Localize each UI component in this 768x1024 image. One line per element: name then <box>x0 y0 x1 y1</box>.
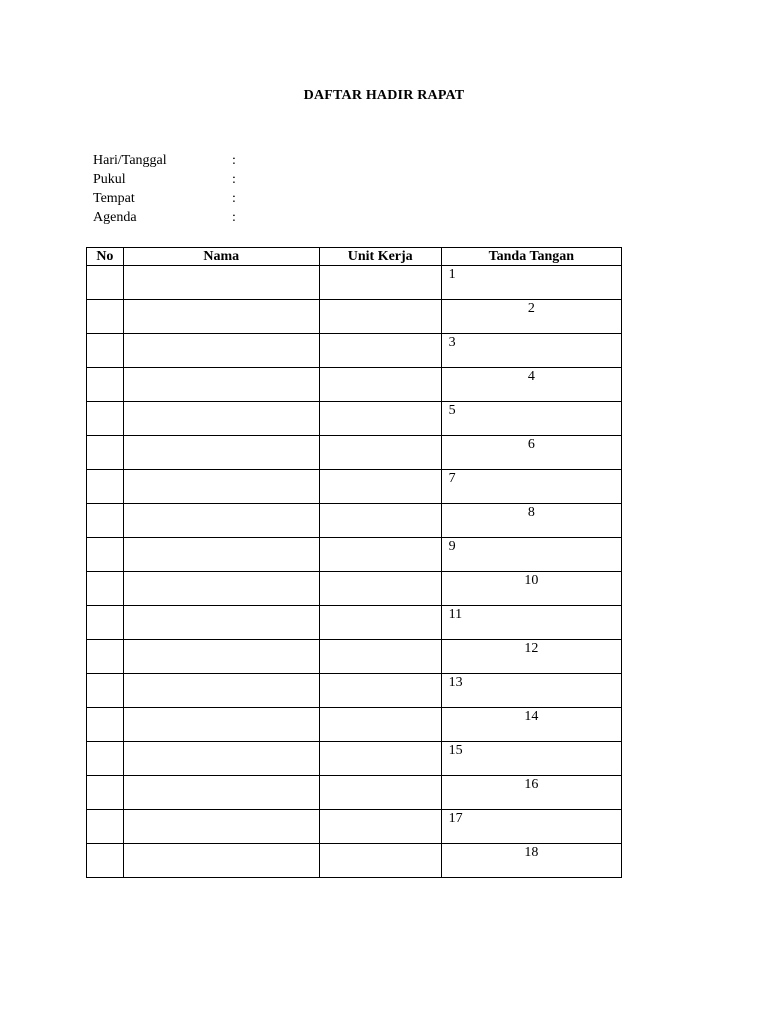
cell-nama[interactable] <box>123 300 319 334</box>
cell-unit-kerja[interactable] <box>319 470 441 504</box>
table-row <box>87 334 622 368</box>
table-row <box>87 538 622 572</box>
cell-tanda-tangan[interactable] <box>441 538 621 572</box>
cell-unit-kerja[interactable] <box>319 844 441 878</box>
meta-row-date <box>93 151 293 170</box>
cell-tanda-tangan[interactable] <box>441 402 621 436</box>
signature-number: 12 <box>524 641 539 656</box>
signature-number: 1 <box>448 267 456 282</box>
table-row <box>87 606 622 640</box>
cell-nama[interactable] <box>123 742 319 776</box>
cell-unit-kerja[interactable] <box>319 708 441 742</box>
signature-number: 18 <box>524 845 539 860</box>
cell-no[interactable] <box>87 436 124 470</box>
cell-no[interactable] <box>87 776 124 810</box>
cell-nama[interactable] <box>123 470 319 504</box>
cell-tanda-tangan[interactable] <box>441 708 621 742</box>
meeting-info <box>93 151 293 227</box>
cell-no[interactable] <box>87 640 124 674</box>
cell-nama[interactable] <box>123 844 319 878</box>
signature-number: 10 <box>524 573 539 588</box>
meta-row-place <box>93 189 293 208</box>
signature-number: 3 <box>448 335 456 350</box>
cell-no[interactable] <box>87 572 124 606</box>
cell-no[interactable] <box>87 538 124 572</box>
meta-row-agenda <box>93 208 293 227</box>
table-row <box>87 708 622 742</box>
cell-unit-kerja[interactable] <box>319 538 441 572</box>
cell-nama[interactable] <box>123 538 319 572</box>
table-row <box>87 368 622 402</box>
cell-no[interactable] <box>87 708 124 742</box>
cell-unit-kerja[interactable] <box>319 742 441 776</box>
cell-unit-kerja[interactable] <box>319 436 441 470</box>
cell-no[interactable] <box>87 334 124 368</box>
signature-number: 9 <box>448 539 456 554</box>
cell-unit-kerja[interactable] <box>319 504 441 538</box>
cell-unit-kerja[interactable] <box>319 674 441 708</box>
cell-tanda-tangan[interactable] <box>441 334 621 368</box>
header-unit-kerja: Unit Kerja <box>319 248 441 266</box>
signature-number: 6 <box>527 437 535 452</box>
cell-tanda-tangan[interactable] <box>441 674 621 708</box>
cell-nama[interactable] <box>123 606 319 640</box>
cell-nama[interactable] <box>123 572 319 606</box>
table-row <box>87 810 622 844</box>
table-row <box>87 436 622 470</box>
cell-no[interactable] <box>87 674 124 708</box>
cell-unit-kerja[interactable] <box>319 606 441 640</box>
cell-unit-kerja[interactable] <box>319 776 441 810</box>
table-row <box>87 300 622 334</box>
meta-label-date: Hari/Tanggal <box>93 153 167 168</box>
header-nama: Nama <box>123 248 319 266</box>
document-title: DAFTAR HADIR RAPAT <box>303 88 465 103</box>
cell-nama[interactable] <box>123 368 319 402</box>
table-body <box>87 266 622 878</box>
signature-number: 8 <box>527 505 535 520</box>
cell-unit-kerja[interactable] <box>319 334 441 368</box>
table-row <box>87 742 622 776</box>
cell-unit-kerja[interactable] <box>319 266 441 300</box>
cell-nama[interactable] <box>123 436 319 470</box>
cell-unit-kerja[interactable] <box>319 640 441 674</box>
cell-nama[interactable] <box>123 708 319 742</box>
cell-tanda-tangan[interactable] <box>441 640 621 674</box>
signature-number: 4 <box>527 369 535 384</box>
cell-no[interactable] <box>87 300 124 334</box>
table-header-row <box>87 248 622 266</box>
header-no: No <box>87 248 124 266</box>
cell-tanda-tangan[interactable] <box>441 266 621 300</box>
cell-nama[interactable] <box>123 402 319 436</box>
cell-nama[interactable] <box>123 334 319 368</box>
table-row <box>87 844 622 878</box>
cell-nama[interactable] <box>123 266 319 300</box>
table-row <box>87 504 622 538</box>
table-row <box>87 640 622 674</box>
table-row <box>87 572 622 606</box>
cell-no[interactable] <box>87 402 124 436</box>
cell-nama[interactable] <box>123 674 319 708</box>
meta-separator: : <box>232 210 236 225</box>
table-row <box>87 402 622 436</box>
cell-nama[interactable] <box>123 640 319 674</box>
cell-no[interactable] <box>87 266 124 300</box>
table-row <box>87 470 622 504</box>
cell-no[interactable] <box>87 470 124 504</box>
cell-nama[interactable] <box>123 776 319 810</box>
meta-row-time <box>93 170 293 189</box>
meta-separator: : <box>232 191 236 206</box>
table-row <box>87 776 622 810</box>
meta-label-place: Tempat <box>93 191 135 206</box>
signature-number: 2 <box>527 301 535 316</box>
cell-no[interactable] <box>87 606 124 640</box>
signature-number: 14 <box>524 709 539 724</box>
cell-no[interactable] <box>87 368 124 402</box>
cell-tanda-tangan[interactable] <box>441 776 621 810</box>
cell-tanda-tangan[interactable] <box>441 504 621 538</box>
meta-separator: : <box>232 153 236 168</box>
cell-unit-kerja[interactable] <box>319 810 441 844</box>
cell-tanda-tangan[interactable] <box>441 844 621 878</box>
cell-no[interactable] <box>87 810 124 844</box>
cell-unit-kerja[interactable] <box>319 368 441 402</box>
cell-tanda-tangan[interactable] <box>441 436 621 470</box>
cell-unit-kerja[interactable] <box>319 300 441 334</box>
signature-number: 16 <box>524 777 539 792</box>
cell-no[interactable] <box>87 844 124 878</box>
signature-number: 13 <box>448 675 463 690</box>
table-row <box>87 674 622 708</box>
signature-number: 11 <box>448 607 463 622</box>
cell-nama[interactable] <box>123 504 319 538</box>
cell-tanda-tangan[interactable] <box>441 368 621 402</box>
meta-label-time: Pukul <box>93 172 126 187</box>
cell-tanda-tangan[interactable] <box>441 742 621 776</box>
meta-label-agenda: Agenda <box>93 210 137 225</box>
cell-tanda-tangan[interactable] <box>441 810 621 844</box>
cell-tanda-tangan[interactable] <box>441 572 621 606</box>
cell-nama[interactable] <box>123 810 319 844</box>
header-tanda-tangan: Tanda Tangan <box>441 248 621 266</box>
cell-tanda-tangan[interactable] <box>441 300 621 334</box>
table-row <box>87 266 622 300</box>
cell-tanda-tangan[interactable] <box>441 470 621 504</box>
signature-number: 7 <box>448 471 456 486</box>
signature-number: 5 <box>448 403 456 418</box>
signature-number: 17 <box>448 811 463 826</box>
signature-number: 15 <box>448 743 463 758</box>
attendance-table <box>86 247 622 878</box>
cell-no[interactable] <box>87 504 124 538</box>
cell-unit-kerja[interactable] <box>319 572 441 606</box>
cell-tanda-tangan[interactable] <box>441 606 621 640</box>
meta-separator: : <box>232 172 236 187</box>
cell-unit-kerja[interactable] <box>319 402 441 436</box>
cell-no[interactable] <box>87 742 124 776</box>
